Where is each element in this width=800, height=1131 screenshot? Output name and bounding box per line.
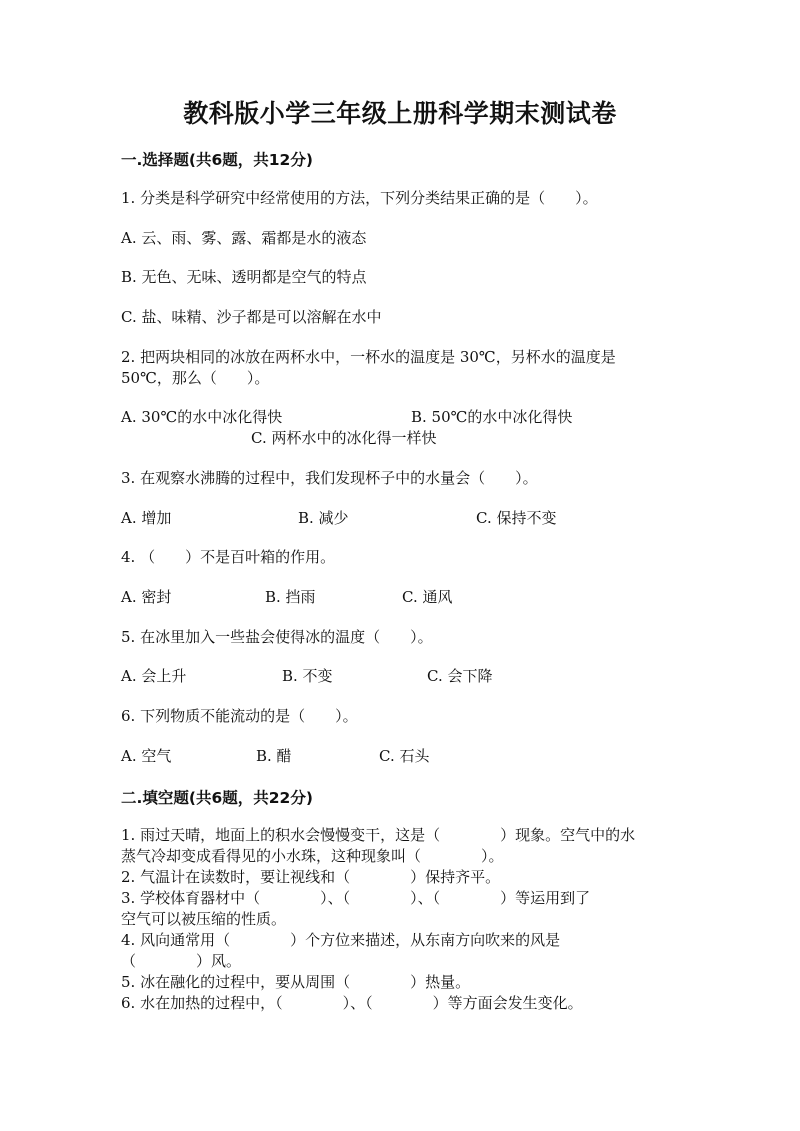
fill-line: 蒸气冷却变成看得见的小水珠，这种现象叫（ ）。 (121, 847, 504, 865)
q2-stem-line1: 2. 把两块相同的冰放在两杯水中，一杯水的温度是 30℃，另杯水的温度是 (121, 348, 616, 366)
fill-line: 3. 学校体育器材中（ ）、（ ）、（ ）等运用到了 (121, 889, 591, 907)
q4-option-c: C. 通风 (402, 588, 453, 606)
section-heading-fill: 二.填空题(共6题，共22分) (121, 789, 313, 807)
q6-option-a: A. 空气 (121, 747, 172, 765)
q1-stem: 1. 分类是科学研究中经常使用的方法，下列分类结果正确的是（ ）。 (121, 189, 598, 207)
q5-option-b: B. 不变 (282, 667, 333, 685)
fill-line: 4. 风向通常用（ ）个方位来描述，从东南方向吹来的风是 (121, 931, 561, 949)
fill-line: （ ）风。 (121, 952, 242, 970)
q2-option-c: C. 两杯水中的冰化得一样快 (251, 429, 437, 447)
q4-option-a: A. 密封 (121, 588, 172, 606)
fill-line: 空气可以被压缩的性质。 (121, 910, 287, 928)
q5-stem: 5. 在冰里加入一些盐会使得冰的温度（ ）。 (121, 628, 433, 646)
q4-option-b: B. 挡雨 (265, 588, 316, 606)
fill-line: 5. 冰在融化的过程中，要从周围（ ）热量。 (121, 973, 471, 991)
q5-option-c: C. 会下降 (427, 667, 493, 685)
q3-stem: 3. 在观察水沸腾的过程中，我们发现杯子中的水量会（ ）。 (121, 469, 538, 487)
q6-stem: 6. 下列物质不能流动的是（ ）。 (121, 707, 358, 725)
q1-option-a: A. 云、雨、雾、露、霜都是水的液态 (121, 229, 367, 247)
fill-line: 2. 气温计在读数时，要让视线和（ ）保持齐平。 (121, 868, 501, 886)
q3-option-a: A. 增加 (121, 509, 172, 527)
q1-option-b: B. 无色、无味、透明都是空气的特点 (121, 268, 367, 286)
q6-option-b: B. 醋 (256, 747, 292, 765)
q3-option-c: C. 保持不变 (476, 509, 557, 527)
q2-option-b: B. 50℃的水中冰化得快 (411, 408, 573, 426)
fill-line: 1. 雨过天晴，地面上的积水会慢慢变干，这是（ ）现象。空气中的水 (121, 826, 636, 844)
q5-option-a: A. 会上升 (121, 667, 187, 685)
section-heading-choice: 一.选择题(共6题，共12分) (121, 151, 313, 169)
q2-option-a: A. 30℃的水中冰化得快 (121, 408, 283, 426)
fill-line: 6. 水在加热的过程中，（ ）、（ ）等方面会发生变化。 (121, 994, 583, 1012)
q4-stem: 4. （ ）不是百叶箱的作用。 (121, 548, 336, 566)
q3-option-b: B. 减少 (298, 509, 349, 527)
q2-stem-line2: 50℃，那么（ ）。 (121, 369, 270, 387)
page-title: 教科版小学三年级上册科学期末测试卷 (183, 99, 617, 128)
q6-option-c: C. 石头 (379, 747, 430, 765)
q1-option-c: C. 盐、味精、沙子都是可以溶解在水中 (121, 308, 382, 326)
